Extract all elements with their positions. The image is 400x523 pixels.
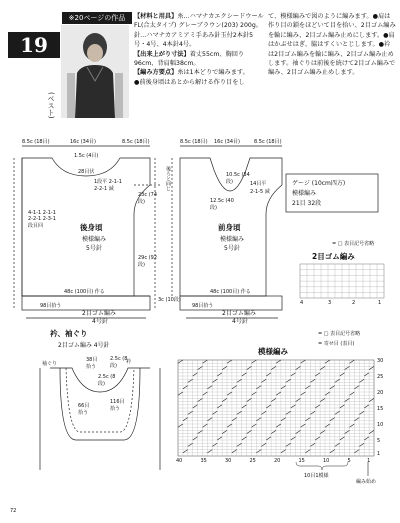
pattern-symbol [340,405,345,408]
front-top-center: 16c (34目) [214,139,240,145]
pattern-symbol [261,379,266,382]
pattern-legend-b: = 寄せ目 (表目) [318,341,355,347]
pattern-x-tick: 20 [274,458,281,464]
pattern-symbol [350,360,355,363]
pattern-x-tick: 1 [367,458,371,464]
pattern-symbol [330,450,335,453]
pattern-symbol [183,418,188,421]
pattern-symbol [188,379,193,382]
pattern-symbol [340,373,345,376]
pattern-symbol [350,424,355,427]
pattern-symbol [335,443,340,446]
pattern-y-tick: 10 [377,422,384,428]
pattern-symbol [310,443,315,446]
back-rib-needle: 4号針 [92,318,108,325]
pattern-symbol [369,366,374,369]
pattern-repeat: 10目1模様 [304,473,329,479]
pattern-symbol [227,424,232,427]
pattern-symbol [203,392,208,395]
back-neck-dec: 1段平 2-1-1 2-2-1 減 [94,179,122,192]
back-height-top: 23c (74段) [138,192,158,205]
pattern-symbol [301,392,306,395]
pattern-symbol [198,398,203,401]
pattern-symbol [325,424,330,427]
pattern-symbol [252,392,257,395]
pattern-symbol [252,424,257,427]
pattern-legend-a: = □ 表目記号省略 [318,331,361,337]
pattern-symbol [178,360,183,363]
pattern-symbol [286,443,291,446]
pattern-symbol [276,424,281,427]
pattern-symbol [247,430,252,433]
front-side-same: 後ろと同じ [165,166,171,191]
pattern-y-tick: 20 [377,390,384,396]
pattern-symbol [320,430,325,433]
pattern-symbol [198,430,203,433]
pattern-symbol [301,360,306,363]
pattern-x-tick: 10 [323,458,330,464]
pattern-symbol [237,443,242,446]
pattern-chart-title: 模様編み [258,347,288,356]
pattern-symbol [310,379,315,382]
front-neck-count: 14目平 [250,181,267,187]
pattern-symbol [237,411,242,414]
pattern-symbol [247,398,252,401]
back-armhole: 4-1-1 2-1-1 2-2-1 2-3-1 段目回 [28,210,56,229]
work-subtitle: ※20ページの作品 [62,12,132,24]
pattern-symbol [237,379,242,382]
pattern-symbol [276,360,281,363]
pattern-symbol [183,386,188,389]
pattern-symbol [193,437,198,440]
pattern-symbol [266,405,271,408]
pattern-symbol [369,398,374,401]
collar-c1: 38目 拾う [86,357,98,370]
front-neck-h2: 12.5c (40段) [210,198,234,211]
pattern-symbol [183,450,188,453]
pattern-symbol [359,411,364,414]
pattern-symbol [354,450,359,453]
pattern-symbol [217,405,222,408]
pattern-symbol [203,424,208,427]
pattern-symbol [369,430,374,433]
pattern-symbol [291,373,296,376]
pattern-symbol [256,386,261,389]
pattern-symbol [359,379,364,382]
collar-label: 衿 [126,359,132,365]
collar-c2: 2.5c (8段) [110,356,128,369]
pattern-symbol [350,392,355,395]
gauge-title: ゲージ (10cm四方) [292,180,346,187]
rib-legend: = □ 表目記号省略 [332,241,375,247]
front-neck-dec: 2-1-5 減 [250,189,270,195]
pattern-symbol [330,386,335,389]
method-text-2: ●前後身頃はあとから解ける作り目をし [134,78,245,86]
pattern-symbol [188,411,193,414]
pattern-symbol [359,443,364,446]
rib-chart-title: 2目ゴム編み [312,252,355,261]
pattern-y-tick: 25 [377,374,384,380]
pattern-symbol [271,430,276,433]
pattern-symbol [335,379,340,382]
front-body-pattern: 模様編み [220,236,245,243]
rib-x-4: 4 [300,300,304,306]
pattern-symbol [178,392,183,395]
collar-c5: 116目 拾う [110,399,125,412]
front-rib-pick: 98目拾う [192,303,214,309]
pattern-symbol [301,424,306,427]
pattern-symbol [232,418,237,421]
pattern-symbol [305,450,310,453]
pattern-symbol [296,366,301,369]
pattern-symbol [320,398,325,401]
back-rib-pick: 98目拾う [40,303,62,309]
pattern-y-tick: 5 [377,438,381,444]
materials-text: 糸…ハマナカエクシードウールFL(合太タイプ) グレーブラウン(203) 200g。 [134,13,264,30]
front-rib: 2目ゴム編み [222,310,256,317]
pattern-x-tick: 35 [200,458,207,464]
pattern-symbol [222,366,227,369]
pattern-symbol [242,373,247,376]
pattern-y-tick: 30 [377,358,384,364]
front-top-left: 8.5c (18目) [180,139,208,145]
back-body-pattern: 模様編み [82,236,107,243]
pattern-symbol [325,360,330,363]
pattern-symbol [354,386,359,389]
pattern-symbol [271,366,276,369]
back-top-right: 8.5c (18目) [122,139,150,145]
front-rib-needle: 4号針 [232,318,248,325]
rib-height: 3c (10段) [158,297,181,303]
pattern-y-tick: 1 [377,450,381,457]
pattern-symbol [291,405,296,408]
front-top-right: 8.5c (18目) [254,139,282,145]
pattern-symbol [227,360,232,363]
pattern-symbol [296,398,301,401]
rib-x-2: 2 [352,300,356,306]
pattern-symbol [256,450,261,453]
pattern-symbol [207,450,212,453]
pattern-symbol [227,392,232,395]
pattern-symbol [364,373,369,376]
pattern-symbol [281,386,286,389]
back-top-center: 16c (34目) [70,139,96,145]
back-top-left: 8.5c (18目) [22,139,50,145]
pattern-symbol [256,418,261,421]
rib-x-3: 3 [328,300,332,306]
back-neck-drop: 1.5c (4目) [74,153,99,159]
page-number: 72 [10,508,17,514]
pattern-symbol [271,398,276,401]
pattern-symbol [193,373,198,376]
pattern-symbol [315,437,320,440]
pattern-symbol [261,411,266,414]
pattern-symbol [276,392,281,395]
pattern-symbol [281,418,286,421]
collar-title: 衿、袖ぐり [50,329,88,338]
pattern-symbol [320,366,325,369]
pattern-symbol [232,386,237,389]
collar-c4: 66目 拾う [78,403,90,416]
pattern-symbol [296,430,301,433]
pattern-y-tick: 15 [377,406,384,412]
back-height-bottom: 29c (92段) [138,255,158,268]
pattern-symbol [247,366,252,369]
method-text: 糸は1本どりで編みます。 [177,69,249,77]
pattern-symbol [222,430,227,433]
pattern-symbol [178,424,183,427]
pattern-symbol [207,386,212,389]
pattern-symbol [266,373,271,376]
pattern-symbol [222,398,227,401]
pattern-symbol [286,379,291,382]
collar-c3: 2.5c (8段) [98,374,116,387]
pattern-symbol [217,437,222,440]
pattern-symbol [305,386,310,389]
front-width: 48c (100目) 作る [210,289,251,295]
pattern-symbol [188,443,193,446]
pattern-symbol [252,360,257,363]
back-body-needle: 5号針 [86,245,102,252]
pattern-symbol [212,443,217,446]
pattern-symbol [364,437,369,440]
pattern-symbol [340,437,345,440]
pattern-symbol [203,360,208,363]
pattern-symbol [242,437,247,440]
front-body-title: 前身頃 [218,223,241,232]
front-neck-h1: 10.5c (34段) [226,172,250,185]
back-rib: 2目ゴム編み [82,310,116,317]
pattern-symbol [286,411,291,414]
pattern-symbol [212,379,217,382]
method-heading: 【編み方要点】 [134,69,178,77]
needles-text: 針…ハマナカアミアミ手あみ針玉付2本針5号・4号、4本針4号。 [134,31,254,49]
collar-subtitle: 2目ゴム編み 4号針 [58,342,110,349]
pattern-symbol [330,418,335,421]
gauge-value: 21目 32段 [292,200,322,207]
pattern-symbol [291,437,296,440]
pattern-symbol [345,398,350,401]
front-body-needle: 5号針 [224,245,240,252]
size-text: 着丈55cm、胸回り96cm、背肩幅38cm。 [134,50,245,68]
vest-label: (ベスト) [47,92,55,119]
armhole-label: 袖ぐり [42,361,58,367]
pattern-symbol [207,418,212,421]
pattern-x-tick: 30 [225,458,232,464]
pattern-symbol [315,405,320,408]
pattern-symbol [261,443,266,446]
materials-heading: 【材料と用具】 [134,13,178,20]
pattern-x-tick: 5 [347,458,351,464]
pattern-symbol [212,411,217,414]
pattern-symbol [364,405,369,408]
pattern-symbol [315,373,320,376]
back-neck-count: 28目伏 [78,169,95,175]
pattern-symbol [345,430,350,433]
pattern-symbol [193,405,198,408]
instructions-col2: て、模様編みで図のように編みます。●肩は作り目の鎖をほどいて目を拾い、2目ゴム編みを輪に編み、2目ゴム編み止めにします。●肩はかぶせはぎ、脇はすくいとじします。●衿は2目ゴム編みを輪に編み、2目ゴム編み止めします。袖ぐりは前後を続けて2目ゴム編みで編み、2目ゴム編み止めします。 [268,13,396,77]
pattern-number: 19 [8,32,60,58]
pattern-x-tick: 40 [176,458,183,464]
pattern-symbol [345,366,350,369]
pattern-symbol [217,373,222,376]
pattern-symbol [198,366,203,369]
pattern-symbol [354,418,359,421]
rib-x-1: 1 [378,300,382,306]
back-body-title: 後身頃 [80,223,103,232]
pattern-symbol [325,392,330,395]
gauge-pattern: 模様編み [292,190,317,197]
pattern-symbol [266,437,271,440]
pattern-symbol [232,450,237,453]
pattern-x-tick: 15 [298,458,305,464]
pattern-symbol [310,411,315,414]
pattern-symbol [305,418,310,421]
pattern-symbol [281,450,286,453]
pattern-start: 編み始め [356,479,377,485]
size-heading: 【出来上がり寸法】 [134,50,190,58]
back-width: 48c (100目) 作る [64,289,105,295]
pattern-symbol [335,411,340,414]
pattern-symbol [242,405,247,408]
pattern-x-tick: 25 [249,458,256,464]
